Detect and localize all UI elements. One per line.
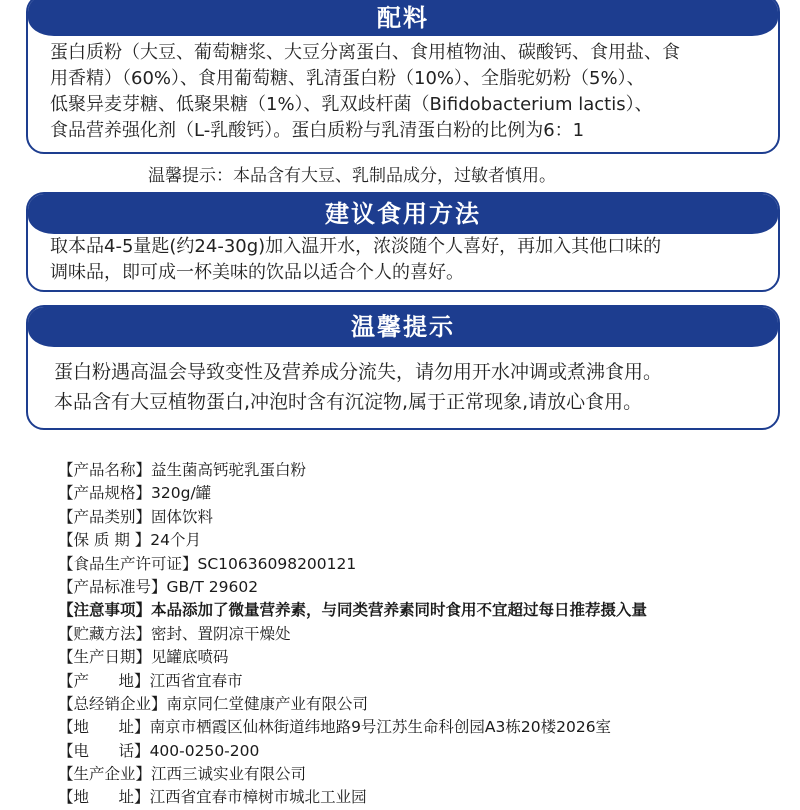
ingredients-title: 配料	[28, 0, 778, 36]
product-info-row	[58, 529, 788, 552]
ingredients-panel	[26, 0, 780, 154]
product-info-value: 江西省宜春市	[149, 671, 243, 690]
product-info-value: 400-0250-200	[149, 741, 260, 760]
product-info-key: 【产 地】	[58, 671, 150, 690]
product-info-value: SC10636098200121	[197, 554, 357, 573]
warm-tips-title: 温馨提示	[28, 307, 778, 347]
product-info-value: 密封、置阴凉干燥处	[151, 624, 291, 643]
product-info-value: 江西省宜春市樟树市城北工业园	[149, 788, 367, 807]
product-info-key: 【生产企业】	[58, 765, 152, 784]
usage-line: 调味品，即可成一杯美味的饮品以适合个人的喜好。	[50, 262, 464, 283]
product-info-row	[58, 506, 788, 529]
product-info-value: 南京同仁堂健康产业有限公司	[166, 694, 369, 713]
warm-tips-body	[28, 347, 778, 417]
product-info-key: 【总经销企业】	[58, 694, 167, 713]
product-info-list	[58, 459, 788, 810]
ingredients-line: 蛋白质粉（大豆、葡萄糖浆、大豆分离蛋白、食用植物油、碳酸钙、食用盐、食	[50, 42, 680, 63]
warm-tips-line: 蛋白粉遇高温会导致变性及营养成分流失，请勿用开水冲调或煮沸食用。	[54, 361, 663, 383]
product-info-row	[58, 786, 788, 809]
product-info-key: 【产品规格】	[58, 484, 152, 503]
product-info-key: 【保 质 期 】	[58, 531, 151, 550]
warm-tips-panel	[26, 305, 780, 430]
product-info-row	[58, 646, 788, 669]
product-info-value: 见罐底喷码	[151, 648, 229, 667]
product-info-value: GB/T 29602	[166, 577, 259, 596]
product-info-key: 【地 址】	[58, 788, 150, 807]
product-info-row	[58, 599, 788, 622]
product-info-row	[58, 553, 788, 576]
product-info-row	[58, 716, 788, 739]
product-info-row	[58, 459, 788, 482]
product-info-row	[58, 670, 788, 693]
product-info-row	[58, 740, 788, 763]
product-info-key: 【地 址】	[58, 718, 150, 737]
product-info-key: 【产品类别】	[58, 507, 152, 526]
usage-title: 建议食用方法	[28, 194, 778, 234]
product-info-value: 24个月	[150, 531, 202, 550]
ingredients-line: 食品营养强化剂（L-乳酸钙）。蛋白质粉与乳清蛋白粉的比例为6：1	[50, 120, 585, 141]
product-info-key: 【食品生产许可证】	[58, 554, 198, 573]
product-info-row	[58, 482, 788, 505]
product-info-value: 益生菌高钙驼乳蛋白粉	[151, 461, 307, 479]
ingredients-line: 低聚异麦芽糖、低聚果糖（1%）、乳双歧杆菌（Bifidobacterium lactis）、	[50, 94, 653, 115]
usage-line: 取本品4-5量匙(约24-30g)加入温开水，浓淡随个人喜好，再加入其他口味的	[50, 236, 662, 257]
usage-panel	[26, 192, 780, 292]
product-info-key: 【电 话】	[58, 741, 150, 760]
product-info-row	[58, 693, 788, 716]
product-info-key: 【注意事项】	[58, 601, 152, 620]
product-info-key: 【贮藏方法】	[58, 624, 152, 643]
product-info-key: 【产品名称】	[58, 461, 152, 479]
product-info-key: 【产品标准号】	[58, 577, 167, 596]
product-info-value: 本品添加了微量营养素，与同类营养素同时食用不宜超过每日推荐摄入量	[151, 601, 648, 620]
allergy-tip: 温馨提示：本品含有大豆、乳制品成分，过敏者慎用。	[148, 166, 556, 186]
product-info-value: 南京市栖霞区仙林街道纬地路9号江苏生命科创园A3栋20楼2026室	[149, 718, 612, 737]
product-info-key: 【生产日期】	[58, 648, 152, 667]
ingredients-line: 用香精）（60%）、食用葡萄糖、乳清蛋白粉（10%）、全脂驼奶粉（5%）、	[50, 68, 645, 89]
product-info-value: 固体饮料	[151, 507, 214, 526]
warm-tips-line: 本品含有大豆植物蛋白,冲泡时含有沉淀物,属于正常现象,请放心食用。	[54, 391, 643, 413]
product-info-row	[58, 576, 788, 599]
product-info-row	[58, 763, 788, 786]
product-info-value: 320g/罐	[151, 484, 212, 503]
product-info-value: 江西三诚实业有限公司	[151, 765, 307, 784]
usage-body	[28, 234, 778, 286]
ingredients-body	[28, 36, 778, 144]
product-info-row	[58, 623, 788, 646]
